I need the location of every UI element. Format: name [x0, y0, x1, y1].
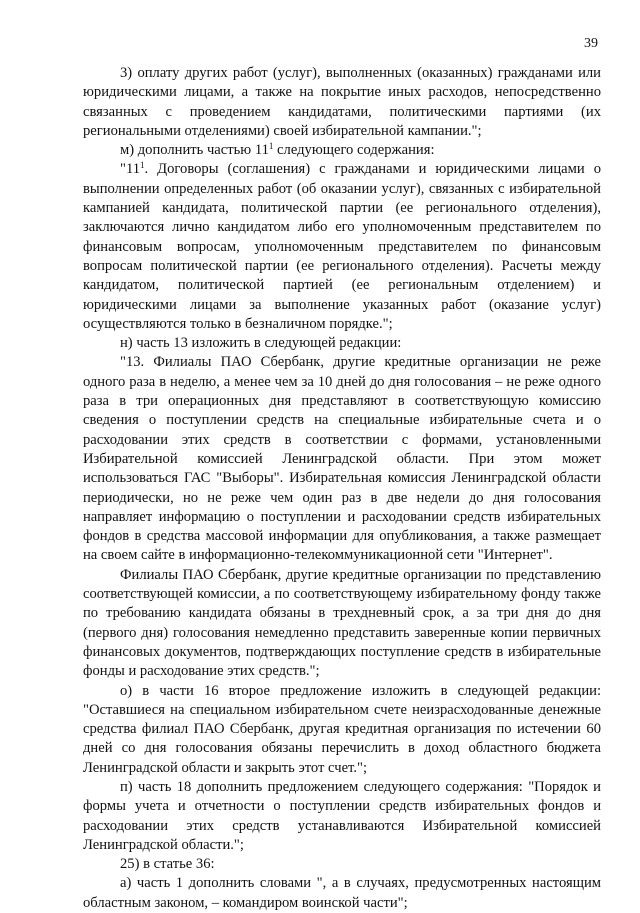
paragraph-amendment-p: п) часть 18 дополнить предложением следующего содержания: "Порядок и формы учета и отчетности о поступлении средств избирательных фондов и расходовании этих средств устанавливаются Избирательной комиссией Ленинградской области."; [83, 778, 601, 853]
paragraph-amendment-o: о) в части 16 второе предложение изложить в следующей редакции: "Оставшиеся на специальном избирательном счете неизрасходованные денежные средства филиал ПАО Сбербанк, другая кредитная организация по истечении 60 дней со дня голосования обязаны перечислить в доход областного бюджета Ленинградской области и закрыть этот счет."; [83, 682, 601, 776]
paragraph-amendment-n: н) часть 13 изложить в следующей редакции: [120, 335, 402, 352]
paragraph-part-11-1-contracts [83, 160, 601, 334]
part-11-1-text: . Договоры (соглашения) с гражданами и юридическими лицами о выполнении определенных работ (об оказании услуг), связанных с избирательной кампанией кандидата, политической партии (ее регионального отделения), заключаются лично кандидатом либо его уполномоченным представителем по финансовым вопросам, уполномоченным представителем по финансовым вопросам политической партии (ее регионального отделения). Расчеты между кандидатом, политической партией (ее региональным отделением) и юридическими лицами за выполнение указанных работ (оказание услуг) осуществляются только в безналичном порядке."; [83, 161, 601, 332]
paragraph-part-13-bank-reports: "13. Филиалы ПАО Сбербанк, другие кредитные организации не реже одного раза в неделю, а менее чем за 10 дней до дня голосования – не реже одного раза в три операционных дня представляют в соответствующую комиссию сведения о поступлении средств на специальные избирательные счета и о расходовании этих средств в соответствии с формами, установленными Избирательной комиссией Ленинградской области. При этом может использоваться ГАС "Выборы". Избирательная комиссия Ленинградской области периодически, но не реже чем один раз в две недели до дня голосования направляет информацию о поступлении и расходовании средств избирательных фондов в средства массовой информации для опубликования, а также размещает на своем сайте в информационно-телекоммуникационной сети "Интернет". [83, 354, 601, 564]
paragraph-amendment-m [83, 141, 601, 160]
paragraph-bank-documents: Филиалы ПАО Сбербанк, другие кредитные организации по представлению соответствующей комиссии, а по соответствующему избирательному фонду также по требованию кандидата обязаны в трехдневный срок, а за три дня до дня (первого дня) голосования немедленно представить заверенные копии первичных финансовых документов, подтверждающих поступление средств в избирательные фонды и расходование этих средств."; [83, 566, 601, 680]
document-body [83, 64, 601, 913]
paragraph-amendment-a: а) часть 1 дополнить словами ", а в случаях, предусмотренных настоящим областным законом, – командиром воинской части"; [83, 875, 601, 911]
superscript-number: 1 [140, 160, 145, 171]
part-11-1-number: "11 [120, 161, 141, 178]
paragraph-payment-other-works: 3) оплату других работ (услуг), выполненных (оказанных) гражданами или юридическими лицами, а также на покрытие иных расходов, непосредственно связанных с проведением кандидатами, политическими партиями (их региональными отделениями) своей избирательной кампании."; [83, 65, 601, 139]
amendment-m-text-start: м) дополнить частью 11 [120, 142, 269, 159]
amendment-m-text-end: следующего содержания: [273, 142, 435, 159]
page-number: 39 [584, 36, 598, 51]
superscript-number: 1 [268, 141, 274, 152]
paragraph-article-36-heading: 25) в статье 36: [120, 856, 215, 873]
